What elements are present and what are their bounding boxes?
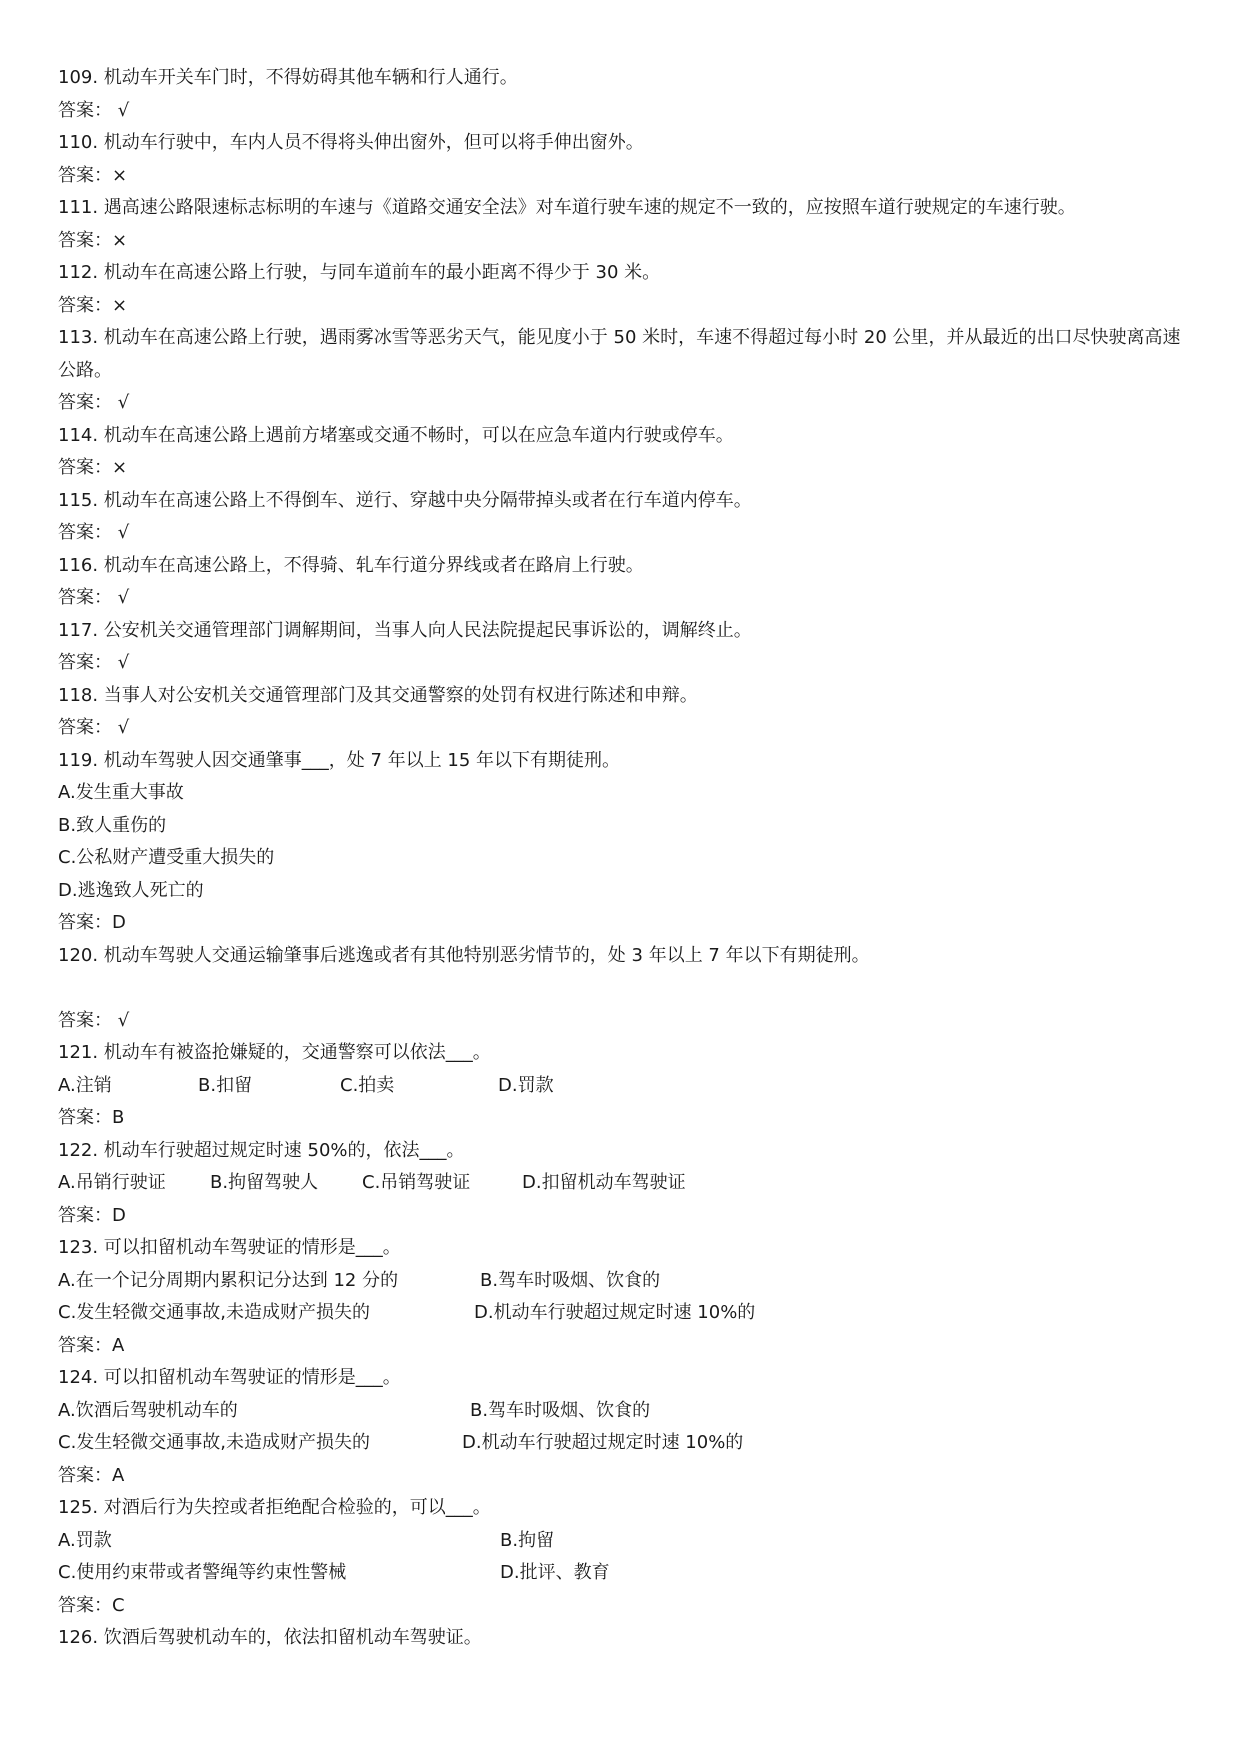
option-text: B.拘留 [500, 1529, 555, 1551]
option-text: B.驾车时吸烟、饮食的 [480, 1269, 661, 1291]
options-row [58, 1557, 1188, 1590]
question-text: 118. 当事人对公安机关交通管理部门及其交通警察的处罚有权进行陈述和申辩。 [58, 684, 698, 706]
option-text: A.吊销行驶证 [58, 1172, 166, 1193]
option-text: A.饮酒后驾驶机动车的 [58, 1399, 238, 1421]
question-text: 126. 饮酒后驾驶机动车的，依法扣留机动车驾驶证。 [58, 1627, 482, 1648]
answer-text: 答案：D [58, 912, 126, 933]
answer-text: 答案： √ [58, 99, 130, 121]
option-text: D.批评、教育 [500, 1562, 610, 1583]
answer-text: 答案：× [58, 457, 128, 478]
blank-line [58, 972, 1188, 1005]
option-text: B.驾车时吸烟、饮食的 [470, 1399, 651, 1421]
option-text: A.发生重大事故 [58, 782, 184, 803]
option-text: C.公私财产遭受重大损失的 [58, 847, 275, 868]
question-list [58, 62, 1188, 1655]
option-text: D.罚款 [498, 1074, 554, 1096]
option-text: D.逃逸致人死亡的 [58, 879, 204, 901]
answer-text: 答案：× [58, 294, 128, 316]
options-row [58, 1297, 1188, 1330]
question-text: 122. 机动车行驶超过规定时速 50%的，依法___。 [58, 1139, 465, 1161]
question-text: 117. 公安机关交通管理部门调解期间，当事人向人民法院提起民事诉讼的，调解终止。 [58, 619, 752, 641]
question-text: 111. 遇高速公路限速标志标明的车速与《道路交通安全法》对车道行驶车速的规定不一致的，应按照车道行驶规定的车速行驶。 [58, 197, 1076, 218]
option-text: C.发生轻微交通事故,未造成财产损失的 [58, 1302, 371, 1323]
option-text: D.机动车行驶超过规定时速 10%的 [462, 1432, 744, 1453]
question-text: 116. 机动车在高速公路上，不得骑、轧车行道分界线或者在路肩上行驶。 [58, 554, 644, 576]
options-row [58, 1395, 1188, 1428]
options-row [58, 1167, 1188, 1200]
answer-text: 答案：A [58, 1334, 125, 1356]
question-text: 125. 对酒后行为失控或者拒绝配合检验的，可以___。 [58, 1497, 491, 1518]
question-text: 110. 机动车行驶中，车内人员不得将头伸出窗外，但可以将手伸出窗外。 [58, 132, 644, 153]
answer-text: 答案： √ [58, 392, 130, 413]
option-text: D.扣留机动车驾驶证 [522, 1172, 686, 1193]
option-text: C.拍卖 [340, 1074, 395, 1096]
option-text: A.在一个记分周期内累积记分达到 12 分的 [58, 1269, 399, 1291]
answer-text: 答案：× [58, 164, 128, 186]
answer-text: 答案： √ [58, 587, 130, 608]
option-text: D.机动车行驶超过规定时速 10%的 [474, 1302, 756, 1323]
options-row [58, 1427, 1188, 1460]
answer-text: 答案： √ [58, 717, 130, 738]
question-text: 112. 机动车在高速公路上行驶，与同车道前车的最小距离不得少于 30 米。 [58, 262, 661, 283]
option-text: A.注销 [58, 1074, 112, 1096]
answer-text: 答案：C [58, 1594, 125, 1616]
question-text: 109. 机动车开关车门时，不得妨碍其他车辆和行人通行。 [58, 67, 518, 88]
question-text: 114. 机动车在高速公路上遇前方堵塞或交通不畅时，可以在应急车道内行驶或停车。 [58, 424, 734, 446]
question-text: 123. 可以扣留机动车驾驶证的情形是___。 [58, 1237, 401, 1258]
options-row [58, 1265, 1188, 1298]
answer-text: 答案：A [58, 1464, 125, 1486]
answer-text: 答案： √ [58, 652, 130, 673]
option-text: C.使用约束带或者警绳等约束性警械 [58, 1562, 347, 1583]
answer-text: 答案：× [58, 229, 128, 251]
option-text: B.致人重伤的 [58, 814, 167, 836]
option-text: A.罚款 [58, 1529, 112, 1551]
question-text: 119. 机动车驾驶人因交通肇事___，处 7 年以上 15 年以下有期徒刑。 [58, 749, 621, 771]
question-text: 121. 机动车有被盗抢嫌疑的，交通警察可以依法___。 [58, 1042, 491, 1063]
question-text: 113. 机动车在高速公路上行驶，遇雨雾冰雪等恶劣天气，能见度小于 50 米时，车速不得超过每小时 20 公里，并从最近的出口尽快驶离高速公路。 [58, 327, 1181, 381]
answer-text: 答案：B [58, 1107, 125, 1128]
option-text: B.扣留 [198, 1074, 253, 1096]
answer-text: 答案：D [58, 1204, 126, 1226]
answer-text: 答案： √ [58, 522, 130, 543]
option-text: B.拘留驾驶人 [210, 1172, 319, 1193]
question-text: 115. 机动车在高速公路上不得倒车、逆行、穿越中央分隔带掉头或者在行车道内停车。 [58, 489, 752, 511]
question-text: 120. 机动车驾驶人交通运输肇事后逃逸或者有其他特别恶劣情节的，处 3 年以上 7 年以下有期徒刑。 [58, 944, 870, 966]
options-row [58, 1525, 1188, 1558]
answer-text: 答案： √ [58, 1009, 130, 1031]
option-text: C.发生轻微交通事故,未造成财产损失的 [58, 1432, 371, 1453]
option-text: C.吊销驾驶证 [362, 1172, 471, 1193]
question-text: 124. 可以扣留机动车驾驶证的情形是___。 [58, 1367, 401, 1388]
options-row [58, 1070, 1188, 1103]
